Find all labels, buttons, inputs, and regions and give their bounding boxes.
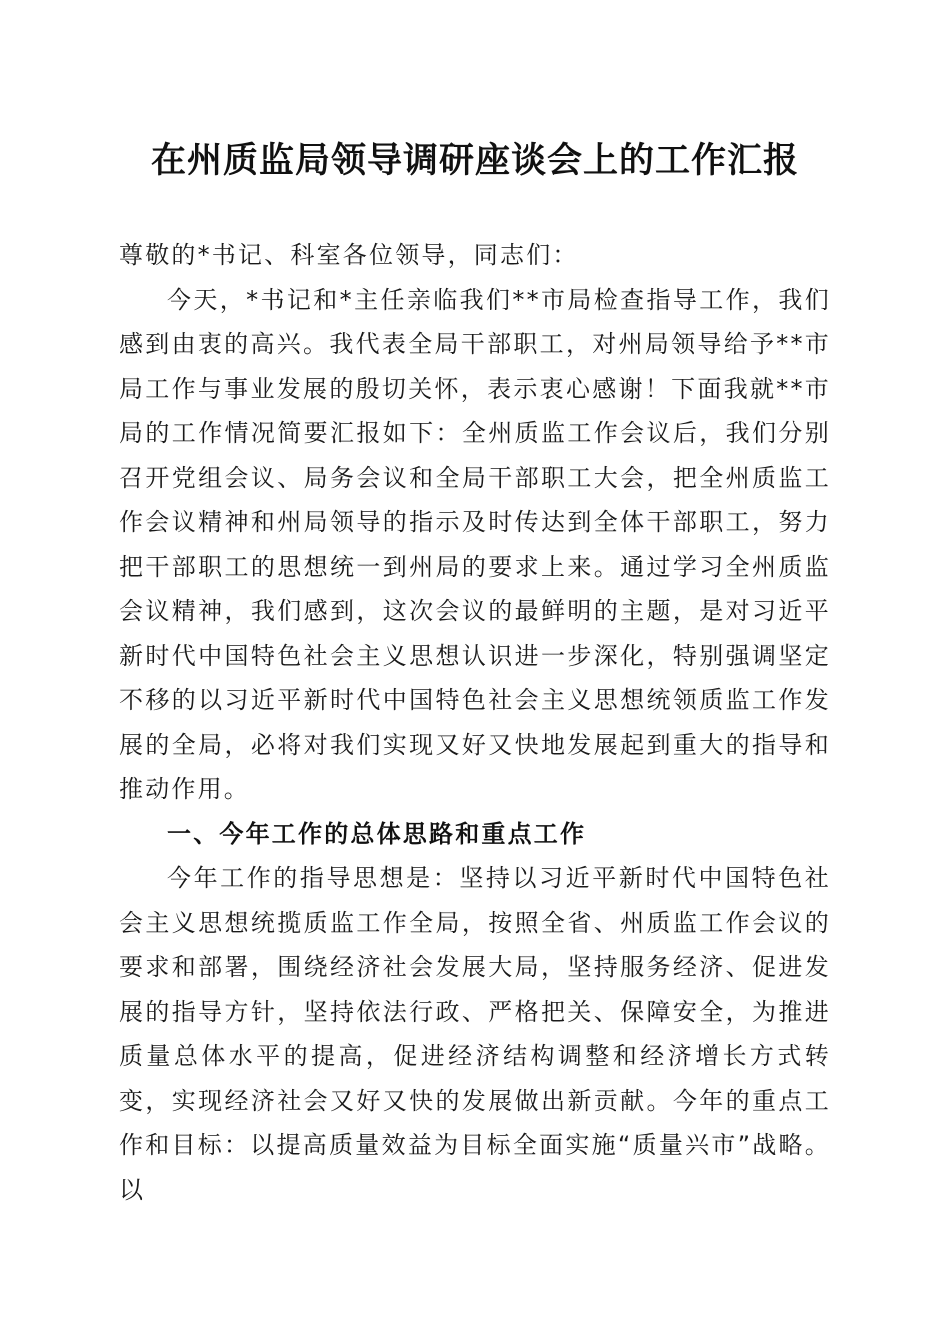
- document-body: [119, 233, 831, 1212]
- section-heading: 一、今年工作的总体思路和重点工作: [167, 819, 587, 848]
- paragraph-intro: 今天，*书记和*主任亲临我们**市局检查指导工作，我们感到由衷的高兴。我代表全局干部职工，对州局领导给予**市局工作与事业发展的殷切关怀，表示衷心感谢！下面我就**市局的工作情况简要汇报如下：全州质监工作会议后，我们分别召开党组会议、局务会议和全局干部职工大会，把全州质监工作会议精神和州局领导的指示及时传达到全体干部职工，努力把干部职工的思想统一到州局的要求上来。通过学习全州质监会议精神，我们感到，这次会议的最鲜明的主题，是对习近平新时代中国特色社会主义思想认识进一步深化，特别强调坚定不移的以习近平新时代中国特色社会主义思想统领质监工作发展的全局，必将对我们实现又好又快地发展起到重大的指导和推动作用。: [119, 285, 831, 803]
- document-title: 在州质监局领导调研座谈会上的工作汇报: [150, 140, 799, 181]
- salutation: 尊敬的*书记、科室各位领导，同志们：: [119, 241, 579, 269]
- paragraph-guiding-thought: 今年工作的指导思想是：坚持以习近平新时代中国特色社会主义思想统揽质监工作全局，按照全省、州质监工作会议的要求和部署，围绕经济社会发展大局，坚持服务经济、促进发展的指导方针，坚持依法行政、严格把关、保障安全，为推进质量总体水平的提高，促进经济结构调整和经济增长方式转变，实现经济社会又好又快的发展做出新贡献。今年的重点工作和目标：以提高质量效益为目标全面实施“质量兴市”战略。以: [119, 864, 831, 1204]
